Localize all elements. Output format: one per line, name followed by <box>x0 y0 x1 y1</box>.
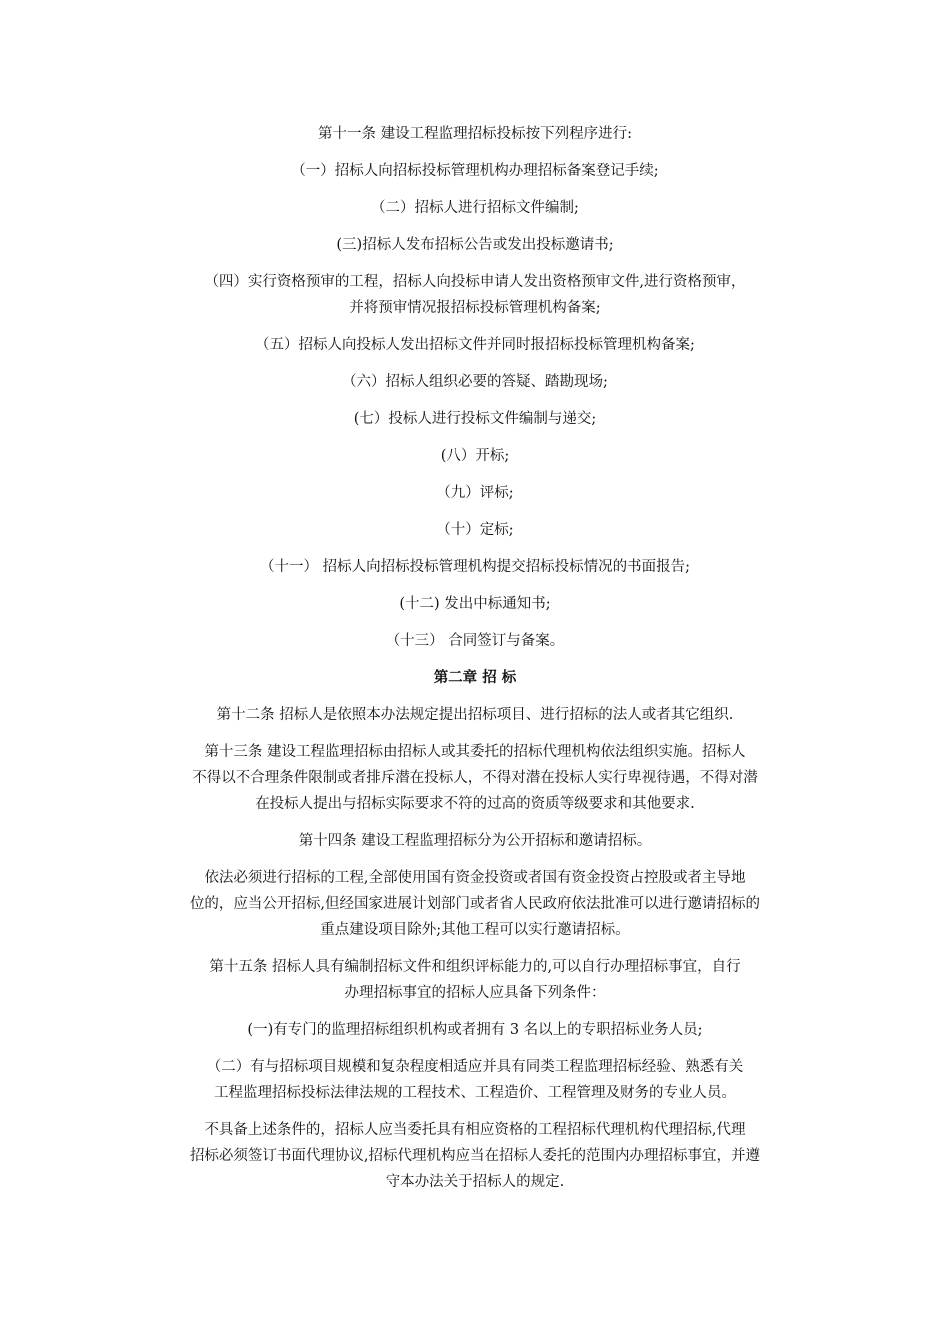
procedure-item-4-line-1: （四）实行资格预审的工程，招标人向投标申请人发出资格预审文件,进行资格预审， <box>204 274 746 290</box>
article-15-p3-line-1: 不具备上述条件的，招标人应当委托具有相应资格的工程招标代理机构代理招标,代理 <box>204 1122 746 1138</box>
article-15-condition-1-line-1: (一)有专门的监理招标组织机构或者拥有 3 名以上的专职招标业务人员; <box>247 1022 703 1038</box>
procedure-item-4 <box>140 269 810 321</box>
procedure-item-9: （九）评标; <box>436 485 514 501</box>
article-15-paragraph-3 <box>140 1117 810 1195</box>
article-15-line-1: 第十五条 招标人具有编制招标文件和组织评标能力的,可以自行办理招标事宜，自行 <box>209 959 741 975</box>
article-15-line-2: 办理招标事宜的招标人应具备下列条件： <box>344 985 606 1001</box>
article-15-condition-2-line-1: （二）有与招标项目规模和复杂程度相适应并具有同类工程监理招标经验、熟悉有关 <box>206 1059 744 1075</box>
procedure-item-7: (七）投标人进行投标文件编制与递交; <box>353 411 597 427</box>
article-15-condition-1 <box>140 1017 810 1043</box>
procedure-item-4-line-2: 并将预审情况报招标投标管理机构备案; <box>349 300 601 316</box>
article-13-line-3: 在投标人提出与招标实际要求不符的过高的资质等级要求和其他要求. <box>255 796 695 812</box>
article-12-line-1: 第十二条 招标人是依照本办法规定提出招标项目、进行招标的法人或者其它组织. <box>216 707 734 723</box>
article-15-condition-2-line-2: 工程监理招标投标法律法规的工程技术、工程造价、工程管理及财务的专业人员。 <box>214 1085 736 1101</box>
article-11-title: 第十一条 建设工程监理招标投标按下列程序进行: <box>318 126 632 142</box>
article-14 <box>140 828 810 854</box>
article-14-p2-line-2: 位的，应当公开招标,但经国家进展计划部门或者省人民政府依法批准可以进行邀请招标的 <box>189 896 761 912</box>
article-15-p3-line-3: 守本办法关于招标人的规定. <box>385 1174 565 1190</box>
procedure-item-3: (三)招标人发布招标公告或发出投标邀请书; <box>336 237 614 253</box>
procedure-item-11: （十一） 招标人向招标投标管理机构提交招标投标情况的书面报告; <box>260 559 690 575</box>
article-13 <box>140 739 810 817</box>
article-13-line-2: 不得以不合理条件限制或者排斥潜在投标人，不得对潜在投标人实行卑视待遇，不得对潜 <box>192 770 758 786</box>
procedure-item-8: (八）开标; <box>440 448 510 464</box>
article-12 <box>140 702 810 728</box>
procedure-item-12: (十二) 发出中标通知书; <box>399 596 551 612</box>
article-14-p2-line-3: 重点建设项目除外;其他工程可以实行邀请招标。 <box>320 922 630 938</box>
article-13-line-1: 第十三条 建设工程监理招标由招标人或其委托的招标代理机构依法组织实施。招标人 <box>204 744 746 760</box>
article-15-p3-line-2: 招标必须签订书面代理协议,招标代理机构应当在招标人委托的范围内办理招标事宜，并遵 <box>189 1148 761 1164</box>
procedure-item-5: （五）招标人向投标人发出招标文件并同时报招标投标管理机构备案; <box>255 337 695 353</box>
procedure-item-2: （二）招标人进行招标文件编制; <box>371 200 579 216</box>
procedure-item-1: （一）招标人向招标投标管理机构办理招标备案登记手续; <box>291 163 659 179</box>
procedure-item-6: （六）招标人组织必要的答疑、踏勘现场; <box>342 374 608 390</box>
article-15 <box>140 954 810 1006</box>
procedure-item-10: （十）定标; <box>436 522 514 538</box>
article-14-line-1: 第十四条 建设工程监理招标分为公开招标和邀请招标。 <box>298 833 652 849</box>
procedure-item-13: （十三） 合同签订与备案。 <box>385 633 565 649</box>
article-14-p2-line-1: 依法必须进行招标的工程,全部使用国有资金投资或者国有资金投资占控股或者主导地 <box>204 870 746 886</box>
article-14-paragraph-2 <box>140 865 810 943</box>
article-15-condition-2 <box>140 1054 810 1106</box>
chapter-2-heading: 第二章 招 标 <box>433 670 517 686</box>
